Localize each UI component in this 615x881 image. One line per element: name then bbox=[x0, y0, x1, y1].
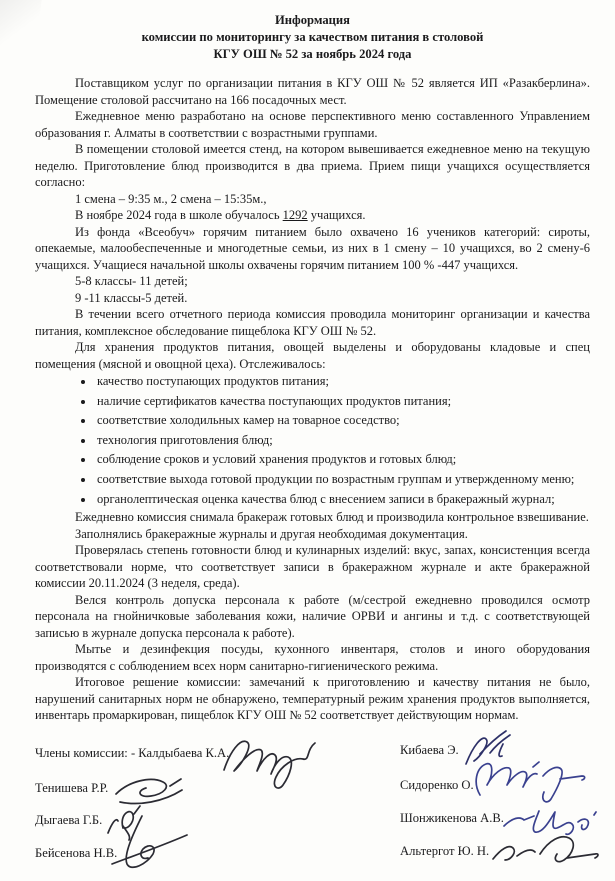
signature-dygaeva bbox=[98, 802, 143, 842]
paragraph-personnel: Велся контроль допуска персонала к работе (м/сестрой ежедневно проводился осмотр персонала на гнойничковые заболевания кожи, наличие ОРВИ и ангины и т.д. с соответствующей записью в журнале допуска персонала к работе). bbox=[35, 592, 590, 640]
signer-kibaeva-label: Кибаева Э. bbox=[400, 742, 459, 757]
signer-shonzhikenova-label: Шонжикенова А.В. bbox=[400, 810, 504, 825]
signer-beisenova-label: Бейсенова Н.В. bbox=[35, 845, 118, 860]
title-line-2: комиссии по мониторингу за качеством питания в столовой bbox=[141, 30, 484, 44]
signature-kaldybaeva bbox=[218, 730, 328, 795]
document-body bbox=[35, 75, 590, 724]
paragraph-supplier: Поставщиком услуг по организации питания в КГУ ОШ № 52 является ИП «Разакберлина». Помещение столовой рассчитано на 166 посадочных мест. bbox=[35, 76, 590, 107]
enrollment-prefix: В ноябре 2024 года в школе обучалось bbox=[75, 208, 283, 222]
title-line-1: Информация bbox=[275, 13, 350, 27]
list-item: • соответствие выхода готовой продукции по возрастным группам и утвержденному меню; bbox=[95, 470, 590, 490]
signer-altergot-label: Альтергот Ю. Н. bbox=[400, 843, 490, 858]
signer-sidorenko-label: Сидоренко О. bbox=[400, 777, 474, 792]
observation-list bbox=[35, 372, 590, 509]
paragraph-readiness: Проверялась степень готовности блюд и кулинарных изделий: вкус, запах, консистенция всегда соответствовали норме, что соответствует записи в бракеражном журнале и акте бракеражной комиссии 20.11.2024 (3 неделя, среда). bbox=[35, 543, 590, 591]
signature-beisenova bbox=[105, 812, 195, 874]
signer-tenisheva-label: Тенишева Р.Р. bbox=[35, 780, 109, 795]
signature-kibaeva bbox=[459, 726, 514, 771]
signature-tenisheva bbox=[111, 772, 191, 812]
paragraph-shifts: 1 смена – 9:35 м., 2 смена – 15:35м., bbox=[75, 191, 267, 206]
paragraph-enrollment bbox=[35, 207, 590, 224]
paragraph-menu: Ежедневное меню разработано на основе перспективного меню составленного Управлением образования г. Алматы в соответствии с возрастными группами. bbox=[35, 109, 590, 140]
paragraph-stand: В помещении столовой имеется стенд, на котором вывешивается ежедневное меню на текущую неделю. Приготовление блюд производится в два приема. Прием пищи учащихся осуществляется согласно: bbox=[35, 142, 590, 189]
signer-kaldybaeva-label: Члены комиссии: - Калдыбаева К.А. bbox=[35, 745, 230, 760]
list-item: • соблюдение сроков и условий хранения продуктов и готовых блюд; bbox=[95, 450, 590, 470]
enrollment-suffix: учащихся. bbox=[307, 208, 366, 222]
signature-shonzhikenova bbox=[500, 804, 600, 842]
signatures-section bbox=[35, 732, 590, 874]
paragraph-monitoring: В течении всего отчетного периода комиссия проводила мониторинг организации и качества питания, комплексное обследование пищеблока КГУ ОШ № 52. bbox=[35, 307, 590, 338]
list-item: • органолептическая оценка качества блюд с внесением записи в бракеражный журнал; bbox=[95, 490, 590, 510]
paragraph-brakerage: Ежедневно комиссия снимала бракераж готовых блюд и производила контрольное взвешивание. bbox=[75, 510, 589, 525]
title-line-3: КГУ ОШ № 52 за ноябрь 2024 года bbox=[213, 47, 412, 61]
signature-sidorenko bbox=[463, 754, 591, 809]
paragraph-grades-5-8: 5-8 классы- 11 детей; bbox=[75, 274, 188, 288]
signer-dygaeva-label: Дыгаева Г.Б. bbox=[35, 812, 103, 827]
list-item: • наличие сертификатов качества поступающих продуктов питания; bbox=[95, 392, 590, 412]
enrollment-number: 1292 bbox=[282, 208, 308, 222]
signature-altergot bbox=[487, 830, 602, 870]
list-item: • качество поступающих продуктов питания; bbox=[95, 372, 590, 392]
paragraph-washing: Мытье и дезинфекция посуды, кухонного инвентаря, столов и иного оборудования производятся с соблюдением всех норм санитарно-гигиенического режима. bbox=[35, 642, 590, 673]
paragraph-journals: Заполнялись бракеражные журналы и другая необходимая документация. bbox=[75, 526, 468, 541]
paragraph-storage: Для хранения продуктов питания, овощей выделены и оборудованы кладовые и спец помещения (мясной и овощной цеха). Отслеживалось: bbox=[35, 340, 590, 371]
list-item: • соответствие холодильных камер на товарное соседство; bbox=[95, 411, 590, 431]
list-item: • технология приготовления блюд; bbox=[95, 431, 590, 451]
paragraph-grades-9-11: 9 -11 классы-5 детей. bbox=[75, 290, 188, 305]
paragraph-vseobuch: Из фонда «Всеобуч» горячим питанием было охвачено 16 учеников категорий: сироты, опекаемые, малообеспеченные и многодетные семьи, из них в 1 смену – 10 учащихся, во 2 смену-6 учащихся. Учащиеся начальной школы охвачены горячим питанием 100 % -447 учащихся. bbox=[35, 224, 590, 272]
paragraph-conclusion: Итоговое решение комиссии: замечаний к приготовлению и качеству питания не было, нарушений санитарных норм не обнаружено, температурный режим хранения продуктов выполняется, инвентарь промаркирован, пищеблок КГУ ОШ № 52 соответствует действующим нормам. bbox=[35, 675, 590, 723]
document-title bbox=[35, 12, 590, 63]
